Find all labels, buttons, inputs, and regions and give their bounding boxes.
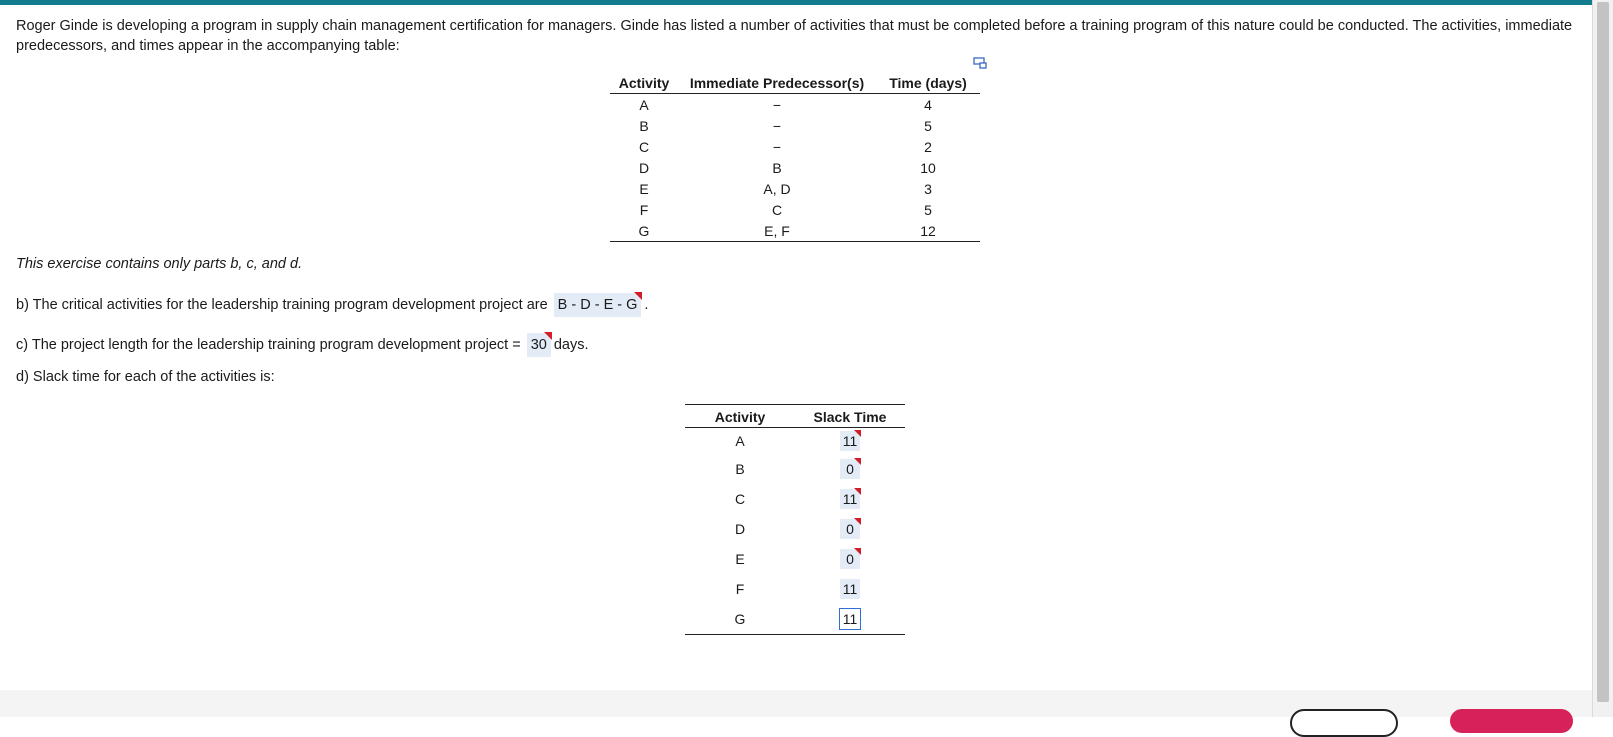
predecessor-cell: E, F bbox=[678, 220, 876, 242]
time-cell: 10 bbox=[920, 159, 936, 176]
part-c-text: c) The project length for the leadership training program development project = bbox=[16, 337, 521, 353]
time-cell: 3 bbox=[924, 180, 932, 197]
table-row bbox=[610, 94, 980, 116]
predecessor-cell: − bbox=[772, 96, 782, 113]
time-cell: 2 bbox=[924, 138, 932, 155]
table-row bbox=[685, 514, 905, 544]
part-b-suffix: . bbox=[644, 297, 649, 313]
activity-cell: B bbox=[639, 117, 649, 134]
table-row bbox=[610, 136, 980, 157]
slack-input-b[interactable]: 0 bbox=[840, 459, 860, 479]
activity-cell: G bbox=[685, 604, 795, 635]
table-row bbox=[685, 604, 905, 635]
header-time: Time (days) bbox=[876, 72, 980, 94]
part-c-suffix: days. bbox=[553, 337, 589, 353]
activity-table bbox=[610, 72, 980, 242]
time-cell: 5 bbox=[924, 201, 932, 218]
critical-activities-answer[interactable]: B - D - E - G bbox=[554, 293, 642, 317]
table-row bbox=[610, 157, 980, 178]
table-row bbox=[610, 220, 980, 242]
activity-cell: F bbox=[639, 201, 649, 218]
project-length-answer[interactable]: 30 bbox=[527, 333, 551, 357]
exercise-note: This exercise contains only parts b, c, and d. bbox=[16, 256, 303, 272]
predecessor-cell: C bbox=[771, 201, 783, 218]
activity-cell: E bbox=[639, 180, 649, 197]
part-b-question bbox=[16, 293, 648, 317]
problem-statement: Roger Ginde is developing a program in supply chain management certification for managers. Ginde has listed a number of activities that must be completed before a training program of this nature could be conducted. The activities, immediate predecessors, and times appear in the accompanying table: bbox=[16, 18, 1573, 54]
top-accent-bar bbox=[0, 0, 1592, 5]
predecessor-cell: A, D bbox=[763, 180, 791, 197]
table-row bbox=[610, 199, 980, 220]
activity-cell: C bbox=[638, 138, 650, 155]
time-cell: 12 bbox=[876, 220, 980, 242]
part-c-question bbox=[16, 333, 589, 357]
time-cell: 4 bbox=[924, 96, 932, 113]
header-activity: Activity bbox=[685, 405, 795, 428]
activity-cell: B bbox=[735, 461, 745, 477]
table-row bbox=[610, 115, 980, 136]
activity-cell: D bbox=[734, 521, 746, 537]
slack-input-d[interactable]: 0 bbox=[840, 519, 860, 539]
table-row bbox=[685, 484, 905, 514]
expand-table-icon[interactable] bbox=[973, 57, 987, 69]
scrollbar-thumb[interactable] bbox=[1597, 2, 1609, 702]
table-row bbox=[685, 544, 905, 574]
header-activity: Activity bbox=[610, 72, 678, 94]
activity-cell: E bbox=[735, 551, 745, 567]
slack-input-e[interactable]: 0 bbox=[840, 549, 860, 569]
part-d-question: d) Slack time for each of the activities is: bbox=[16, 369, 275, 385]
primary-button[interactable] bbox=[1450, 709, 1573, 733]
header-slack-time: Slack Time bbox=[795, 405, 905, 428]
slack-input-g[interactable]: 11 bbox=[839, 608, 862, 630]
activity-cell: A bbox=[735, 433, 745, 449]
predecessor-cell: − bbox=[772, 117, 782, 134]
table-row bbox=[610, 178, 980, 199]
table-row bbox=[685, 574, 905, 604]
activity-cell: C bbox=[734, 491, 746, 507]
secondary-button[interactable] bbox=[1290, 709, 1398, 737]
slack-input-c[interactable]: 11 bbox=[840, 489, 861, 509]
table-row bbox=[685, 454, 905, 484]
activity-cell: G bbox=[610, 220, 678, 242]
slack-input-f[interactable]: 11 bbox=[840, 579, 861, 599]
time-cell: 5 bbox=[924, 117, 932, 134]
part-b-text: b) The critical activities for the leadership training program development project are bbox=[16, 297, 548, 313]
header-predecessors: Immediate Predecessor(s) bbox=[678, 72, 876, 94]
activity-cell: D bbox=[638, 159, 650, 176]
slack-time-table bbox=[685, 404, 905, 635]
predecessor-cell: − bbox=[772, 138, 782, 155]
activity-cell: F bbox=[735, 581, 745, 597]
table-row bbox=[685, 428, 905, 455]
activity-cell: A bbox=[639, 96, 649, 113]
predecessor-cell: B bbox=[772, 159, 782, 176]
slack-input-a[interactable]: 11 bbox=[840, 431, 861, 451]
